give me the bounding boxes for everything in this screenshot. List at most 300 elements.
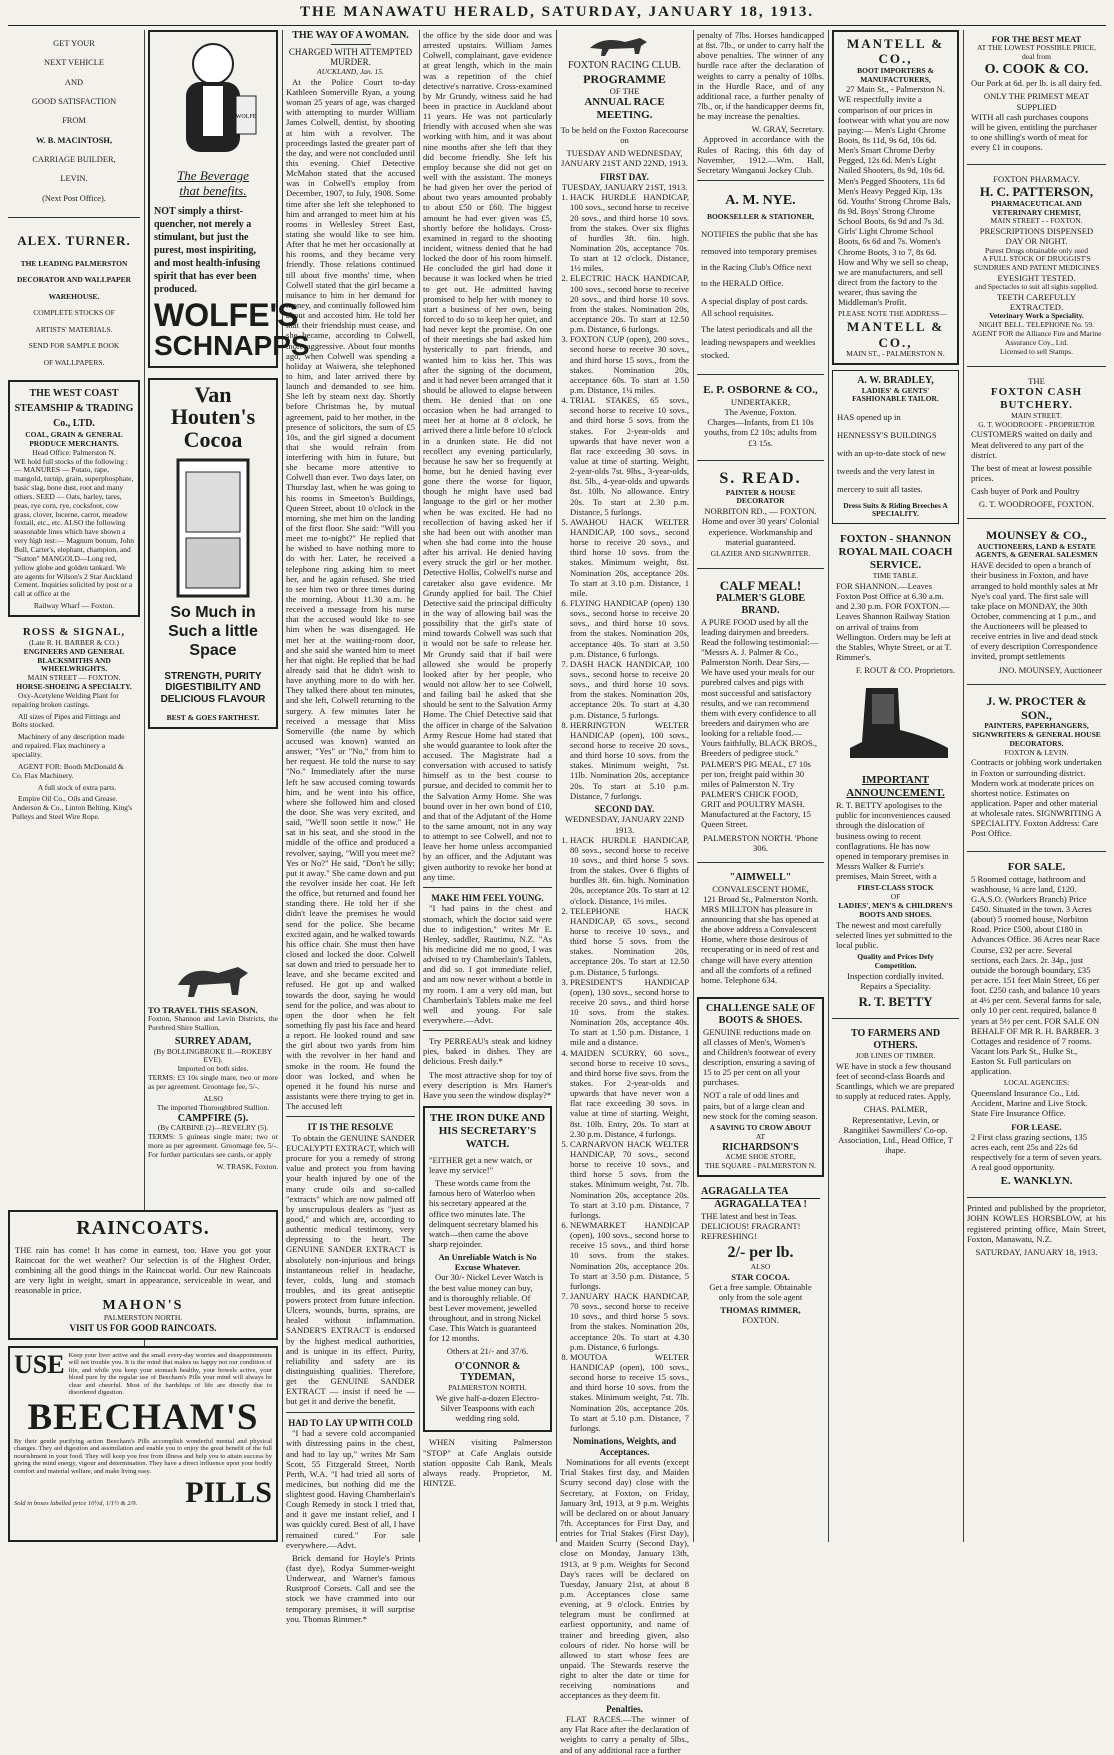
ad-body: Inspection cordially invited. Repairs a Speciality. xyxy=(847,970,944,991)
ad-subtitle: AT THE LOWEST POSSIBLE PRICE, deal from xyxy=(977,43,1096,61)
ad-body: WITH all cash purchases coupons will be given, entitling the purchaser to one shilling's worth of meat for every £1 in coupons. xyxy=(971,111,1098,153)
ad-line: ENGINEERS AND GENERAL BLACKSMITHS AND WHEELWRIGHTS. xyxy=(23,646,125,674)
ad-line: and Spectacles to suit all sights supplied. xyxy=(975,282,1098,292)
race-date: TUESDAY, JANUARY 21ST, 1913. xyxy=(561,182,688,193)
ad-body: A special display of post cards. All school requisites. xyxy=(701,295,808,319)
ad-line: GOOD SATISFACTION xyxy=(31,96,117,106)
race-item: 2. TELEPHONE HACK HANDICAP, 65 sovs., second horse to receive 10 sovs., and third horse 5 sovs. from the stakes. Nomination 20s, acceptance 20s. To start at 12.50 p.m. Distance, 5 furlongs. xyxy=(570,906,689,977)
column-8 xyxy=(967,30,1106,1542)
masthead: THE MANAWATU HERALD, SATURDAY, JANUARY 18, 1913. xyxy=(299,4,815,20)
ad-signature: W. TRASK, Foxton. xyxy=(216,1161,278,1171)
ad-body: By their gentle purifying action Beecham's Pills accomplish wonderful mental and physical changes. They aid digestion and assimilation and enable you to enjoy the great benefit of the full nourishment in your food. They will keep you free from illness and help you to attain success by giving the mind energy, vigour and determination. They have a direct influence upon your bodily comfort and material welfare, and make living easy. xyxy=(14,1438,272,1475)
ad-line: NIGHT BELL. TELEPHONE No. 59. xyxy=(979,320,1094,330)
butchery-ad xyxy=(967,372,1106,514)
ad-brand: R. T. BETTY xyxy=(858,994,933,1010)
ad-body: Our Pork at 6d. per lb. is all dairy fed. xyxy=(971,78,1102,89)
divider xyxy=(331,44,371,45)
ad-line: MAIN STREET — FOXTON. xyxy=(27,673,121,683)
ad-line: Railway Wharf — Foxton. xyxy=(33,601,115,611)
ad-line: LADIES', MEN'S & CHILDREN'S BOOTS AND SHOES. xyxy=(838,900,953,919)
ad-signature: E. WANKLYN. xyxy=(1000,1175,1073,1188)
ad-title: FOR SALE. xyxy=(1007,860,1066,873)
ad-line: MAIN STREET - - FOXTON. xyxy=(990,216,1083,226)
race-date: WEDNESDAY, JANUARY 22ND 1913. xyxy=(564,814,685,835)
ad-brand: WOLFE'S xyxy=(154,296,299,333)
ad-line: LEVIN. xyxy=(60,174,88,184)
race-item: 7. JANUARY HACK HANDICAP, 70 sovs., second horse to receive 10 sovs., and third horse 5 sovs. from the stakes. Nomination 20s, acceptance 20s. To start at 4.30 p.m. Distance, 6 furlongs. xyxy=(570,1291,689,1352)
ad-title: ALEX. TURNER. xyxy=(17,232,131,248)
race-item: 1. HACK HURDLE HANDICAP, 80 sovs., second horse to receive 10 sovs., and third horse 5 sovs. from the stakes. Over 6 flights of hurdles 3ft. 6in. high. Nomination 20s, acceptance 20s. To start at 12 o'clock. Distance, 1½ miles. xyxy=(570,835,689,906)
ad-subtitle: PHARMACEUTICAL AND VETERINARY CHEMIST, xyxy=(991,198,1082,217)
ad-brand: BEECHAM'S xyxy=(27,1397,259,1439)
article-body: To obtain the GENUINE SANDER EUCALYPTI EXTRACT, which will procure for you a remedy of strong value and protect you from having your health injured by one of the many crude oils and so-called "extracts" which are now palmed off by unscrupulous dealers as "just as good," and which are, according to authentic medical testimony, very depressing to the heart. The GENUINE SANDER EXTRACT is absolutely non-injurious and brings instantaneous relief in headache, fever, colds, lung and stomach troubles, and its great antiseptic powers protect from future infection. Ulcers, wounds, burns, sprains, are healed without inflammation. SANDER'S EXTRACT is endorsed by the highest medical authorities, and is unique in its effect. Purity, reliability and safety are its distinguishing qualities. Therefore, get the GENUINE SANDER EXTRACT — insist if need be — but get it and derive the benefit. xyxy=(286,1132,415,1407)
race-item: 5. CARNARVON HACK WELTER HANDICAP, 70 sovs., second horse to receive 10 sovs., and third horse 5 sovs. from the stakes. Minimum weight, 7st. 7lb. Nomination 20s, acceptance 20s. To start at 3.10 p.m. Distance, 7 furlongs. xyxy=(570,1139,689,1220)
ad-body: THE latest and best in Teas. DELICIOUS! FRAGRANT! REFRESHING! xyxy=(701,1210,801,1241)
ad-subtitle: TIME TABLE. xyxy=(872,571,919,581)
ad-body: CUSTOMERS waited on daily and Meat delivered to any part of the district. xyxy=(971,429,1093,460)
ad-body: Cash buyer of Pork and Poultry xyxy=(971,486,1080,497)
ad-line: PRESCRIPTIONS DISPENSED DAY OR NIGHT. xyxy=(979,226,1094,247)
ad-line: Empire Oil Co., Oils and Grease. Anderson & Co., Linton Belting, King's Pulleys and Steel Wire Rope. xyxy=(12,794,133,822)
divider xyxy=(967,164,1106,165)
ad-line: AGENT FOR: Booth McDonald & Co. Flax Machinery. xyxy=(12,761,124,780)
ad-line: Quality and Prices Defy Competition. xyxy=(857,952,934,970)
article-body: "I had pains in the chest and stomach, which the doctor said were due to indigestion," writes Mr E. Henley, saddler, Rautimu, N.Z. "As his medicine did me no good, I was advised to try Chamberlain's Tablets, and did so. I got immediate relief, and am now never without a bottle in my room. I am a very old man, but Chamberlain's Tablets make me feel well and young. For sale everywhere.—Advt. xyxy=(423,903,552,1025)
ad-subtitle: BOOT IMPORTERS & MANUFACTURERS, xyxy=(857,65,934,84)
ad-line: THE xyxy=(1028,375,1045,386)
ad-subtitle: UNDERTAKER, xyxy=(730,396,791,407)
signature: W. GRAY, Secretary. xyxy=(751,124,824,135)
cook-ad xyxy=(967,30,1106,159)
ad-tagline: Such a little Space xyxy=(168,622,258,659)
article-headline: IT IS THE RESOLVE xyxy=(307,1122,394,1133)
ad-line: ARTISTS' MATERIALS. xyxy=(35,324,113,334)
ad-body: NOT a rale of odd lines and pairs, but of a large clean and new stock for the coming season. xyxy=(703,1090,818,1121)
procter-ad xyxy=(967,690,1106,846)
westcoast-ad xyxy=(8,380,140,617)
ad-line: THE LEADING PALMERSTON xyxy=(20,258,128,268)
ad-body: Foxton, Shannon and Levin Districts, the Purebred Shire Stallion, xyxy=(148,1014,278,1032)
ad-line: OF WALLPAPERS. xyxy=(43,357,105,367)
ad-line: FOXTON & LEVIN. xyxy=(1004,747,1069,757)
ad-title: E. P. OSBORNE & CO., xyxy=(703,383,818,396)
ad-line: A full stock of extra parts. xyxy=(37,782,117,792)
article-subhead: OF THE xyxy=(609,85,640,96)
race-item: 8. HERRINGTON WELTER HANDICAP (open), 100 sovs., second horse to receive 20 sovs., and third horse 10 sovs. from the stakes. Minimum weight, 7st. 11lb. Nomination 20s, acceptance 20s. To start at 5.10 p.m. Distance, 7 furlongs. xyxy=(570,720,689,801)
ad-line: Oxy-Acetylene Welding Plant for repairing broken castings. xyxy=(12,690,119,709)
ad-title: ROSS & SIGNAL, xyxy=(22,625,126,638)
race-item: 5. AWAHOU HACK WELTER HANDICAP, 100 sovs., second horse to receive 20 sovs., and third horse 10 sovs. from the stakes. Minimum weight, 8st. Nomination 20s, acceptance 20s. To start at 3.10 p.m. Distance, 1 mile. xyxy=(570,517,689,598)
ad-subtitle: AUCTIONEERS, LAND & ESTATE AGENTS, & GENERAL SALESMEN xyxy=(975,541,1098,560)
race-dates: TUESDAY AND WEDNESDAY, JANUARY 21ST AND 22ND, 1913. xyxy=(560,148,688,169)
horse-illustration xyxy=(168,955,258,1005)
ad-line: ONLY THE PRIMEST MEAT SUPPLIED xyxy=(983,91,1090,112)
beecham-ad xyxy=(8,1346,278,1542)
ad-brand: Van xyxy=(194,381,232,407)
mail-coach-ad xyxy=(832,529,959,679)
divider xyxy=(832,1018,959,1019)
article-body: Approved in accordance with the Rules of Racing, this 6th day of November, 1912.—Wm. Hall, Secretary Wanganui Jockey Club. xyxy=(697,134,824,175)
article-body: FLAT RACES.—The winner of any Flat Race after the declaration of weights to carry a penalty of 5lbs., and of any additional race a further xyxy=(560,1714,689,1755)
article-subhead: Nominations, Weights, and Acceptances. xyxy=(572,1435,677,1457)
ad-body: GENUINE reductions made on all classes of Men's, Women's and Children's footwear of every description, ensuring a saving of 15 to 25 per cent on all your purchases. xyxy=(703,1026,816,1088)
macintosh-ad xyxy=(8,30,140,212)
iron-duke-ad xyxy=(423,1106,552,1432)
ad-body: HAVE decided to open a branch of their business in Foxton, and have arranged to hold monthly sales at Mr Nye's coal yard. The first sale will take place on MONDAY, the 30th October, commencing at 1 p.m., and the Auctioneers will be pleased to receive entries in live and dead stock of every description Correspondence invited, prompt settlements xyxy=(971,560,1098,662)
ad-line: FIRST-CLASS STOCK xyxy=(857,883,934,893)
ad-body: THE rain has come! It has come in earnest, too. Have you got your Raincoat for the wet weather? Our selection is of the Highest Order, combining all the good things in the Raincoat world. Our new Raincoats are very light in weight, smart in appearance, serviceable in wear, and reasonable in price. xyxy=(15,1244,271,1295)
ad-body: WE hold full stocks of the following :— MANURES — Potato, rape, mangold, turnip, grain, superphosphate, basic slag, bone dust, root and many others. SEED — Oats, barley, tares, peas, rye corn, rye, cocksfoot, cow grass, clover, lucerne, carrot, meadow foxtail, etc., etc. ALSO the following seasonable lines which have shown a very high test:— Magnum bonum, John Bull, Carter's, elephant, champion, and "Sutton" MANGOLD—Long red, yellow globe and golden tankard. We are agents for Wilson's 2 Star Auckland Cement. Inquiries solicited by post or a call at office at the xyxy=(14,456,134,599)
divider xyxy=(286,1412,415,1413)
boot-illustration xyxy=(836,684,956,766)
article-subhead: FIRST DAY. xyxy=(600,171,649,182)
ad-body: Charges—Infants, from £1 10s youths, from £2 10s; adults from £3 15s. xyxy=(704,417,817,448)
column-divider xyxy=(556,30,557,1542)
ad-body: R. T. BETTY apologises to the public for inconveniences caused through the dislocation of business owing to recent conflagrations. He has now opened in temporary premises in Messrs Walker & Furrie's premises, Main Street, with a xyxy=(836,800,951,882)
column-divider xyxy=(963,30,964,1542)
ad-line: CARRIAGE BUILDER, xyxy=(32,154,116,164)
ad-line: 121 Broad St., Palmerston North. xyxy=(703,893,818,904)
ad-line: ACME SHOE STORE, xyxy=(725,1152,796,1162)
ad-brand: O. COOK & CO. xyxy=(984,61,1089,77)
ad-body: A PURE FOOD used by all the leading dairymen and breeders. Read the following testimonial:— "Messrs A. J. Palmer & Co., Palmerston North. Dear Sirs,—We have used your meals for our purebred calves and pigs with most successful and satisfactory results, and we can recommend them with every confidence to all breeders and dairymen who are looking for a reliable food.—Yours faithfully, BLACK BROS., Breeders of pedigree stock." PALMER'S PIG MEAL, £7 10s per ton, freight paid within 30 miles of Palmerston N. Try PALMER'S CHICK FOOD, GRIT and POULTRY MASH. Manufactured at the Factory, 15 Queen Street. xyxy=(701,616,819,830)
ad-caption: that benefits. xyxy=(179,183,247,199)
ad-title: "AIMWELL" xyxy=(729,871,792,883)
ad-signature: JNO. MOUNSEY, Auctioneer xyxy=(998,664,1102,675)
article-headline: PROGRAMME xyxy=(583,71,666,86)
column-3 xyxy=(286,30,416,1624)
article-headline: ANNUAL RACE MEETING. xyxy=(584,96,665,122)
ad-body: HAS opened up in HENNESSY'S BUILDINGS with an up-to-date stock of new tweeds and the very latest in mercery to suit all tastes. xyxy=(837,412,947,495)
divider xyxy=(967,1197,1106,1198)
ad-line: A FULL STOCK OF DRUGGIST'S SUNDRIES AND PATENT MEDICINES xyxy=(973,254,1100,273)
column-divider xyxy=(693,30,694,1542)
ad-line: DECORATOR AND WALLPAPER xyxy=(16,275,132,285)
wolfe-ad xyxy=(148,30,310,368)
ad-line: GLAZIER AND SIGNWRITER. xyxy=(710,548,811,558)
ad-line: VISIT US FOR GOOD RAINCOATS. xyxy=(69,1323,217,1334)
ad-line: AT xyxy=(755,1131,766,1141)
ad-subtitle: COAL, GRAIN & GENERAL PRODUCE MERCHANTS. xyxy=(25,430,123,448)
ad-subtitle: JOB LINES OF TIMBER. xyxy=(855,1050,936,1060)
ad-line: NORBITON RD., — FOXTON. xyxy=(704,506,817,517)
ad-subtitle: LOCAL AGENCIES: xyxy=(1003,1078,1070,1088)
ad-line: FOXTON. xyxy=(742,1315,779,1326)
raincoats-ad xyxy=(8,1210,278,1340)
ad-tagline: BEST & GOES FARTHEST. xyxy=(166,712,260,722)
ad-body: TERMS: £3 10s single mare, two or more as per agreement. Groomage fee, 5/-. xyxy=(148,1073,278,1091)
ad-line: Dress Suits & Riding Breeches A SPECIALITY. xyxy=(843,500,948,519)
article-body: Nominations for all events (except Trial Stakes first day, and Maiden Scurry second day) close with the Secretary, at Foxton, on Friday, January 3rd, 1913, at 9 p.m. Weights will be declared on or about January 7th. Acceptances for First Day, and entries for Trial Stakes (First Day), and Maiden Scurry (Second Day), close on Monday, January 13th, 1913, at 9 p.m. Weights for Second Day's races will be declared on Tuesday, January 21st, at about 8 p.m. Acceptances close same evening, at 9 o'clock. Entries by telegram must be confirmed at earliest opportunity, and name of trainer and breeding given, also colours of rider. No horse will be allowed to start whose fees are unpaid. The Stewards reserve the right to alter the date or time for receiving nominations and acceptances as they deem fit. xyxy=(560,1457,689,1701)
ad-brand: SCHNAPPS xyxy=(154,329,310,361)
column-7 xyxy=(832,30,959,1542)
van-houten-ad xyxy=(148,378,278,729)
osborne-ad xyxy=(697,380,824,455)
ad-body: TERMS: 5 guineas single mare; two or more as per agreement. Groomage fee, 5/-. For further particulars see cards, or apply xyxy=(148,1132,278,1159)
for-sale-ad xyxy=(967,857,1106,1193)
ad-line: Machinery of any description made and repaired. Flax machinery a speciality. xyxy=(12,732,125,760)
ad-brand: Houten's xyxy=(170,403,256,429)
article-subhead: Penalties. xyxy=(606,1703,643,1714)
article-headline: MAKE HIM FEEL YOUNG. xyxy=(431,892,544,903)
ad-body: Contracts or jobbing work undertaken in Foxton or surrounding district. Modern work at moderate prices on shortest notice. Estimates on application. Paper and other material at wholesale rates. SIGNWRITING A SPECIALITY. Foxton Address: Care Post Office. xyxy=(971,757,1102,839)
ad-line: W. B. MACINTOSH, xyxy=(35,135,113,145)
ad-line: PALMERSTON NORTH. xyxy=(448,1383,527,1393)
ad-line: PALMERSTON NORTH. 'Phone 306. xyxy=(703,832,818,853)
ad-body: These words came from the famous hero of Waterloo when his secretary appeared at the office two minutes late. The delinquent secretary blamed his watch—then came the above sharp rejoinder. xyxy=(429,1178,539,1249)
ad-title: AGRAGALLA TEA xyxy=(701,1186,820,1199)
calf-meal-ad xyxy=(697,574,824,857)
ad-title: CALF MEAL! xyxy=(719,577,802,593)
ad-title: THE WEST COAST STEAMSHIP & TRADING Co., LTD. xyxy=(14,388,134,430)
racehorse-illustration xyxy=(585,32,665,58)
ad-body: Queensland Insurance Co., Ltd. Accident, Marine and Live Stock. State Fire Insurance Office. xyxy=(971,1088,1088,1119)
svg-text:WOLFE: WOLFE xyxy=(235,114,257,120)
betty-ad xyxy=(832,770,959,1013)
ad-title: AGRAGALLA TEA ! xyxy=(714,1198,807,1210)
ad-subtitle: An Unreliable Watch is No Excuse Whatever. xyxy=(438,1252,537,1273)
column-divider xyxy=(419,30,420,1542)
ad-title: A. M. NYE. xyxy=(725,192,796,208)
divider xyxy=(697,374,824,375)
race-item: 2. ELECTRIC HACK HANDICAP, 100 sovs., second horse to receive 20 sovs., and third horse 10 sovs. from the stakes. Nomination 20s, acceptance 20s. To start at 12.50 p.m. Distance, 6 furlongs. xyxy=(570,273,689,334)
ad-title: FOR LEASE. xyxy=(1011,1121,1062,1132)
ad-line: Licensed to sell Stamps. xyxy=(1000,346,1073,356)
divider xyxy=(697,568,824,569)
ad-title: A. W. BRADLEY, xyxy=(857,374,934,386)
ad-title: CAMPFIRE (5). xyxy=(177,1112,249,1124)
column-divider xyxy=(282,30,283,1542)
article-dateline: AUCKLAND, Jan. 15. xyxy=(317,67,384,77)
ad-body: Our 30/- Nickel Lever Watch is the best value money can buy, and is thoroughly reliable. Of best Lever movement, jewelled throughout, and in strong Nickel Case. This Watch is guaranteed for 12 months. xyxy=(429,1272,544,1344)
day2-races xyxy=(560,835,689,1433)
ad-line: Head Office: Palmerston N. xyxy=(32,447,116,457)
nye-ad xyxy=(697,186,824,369)
masthead-rule xyxy=(8,25,1106,26)
ross-ad xyxy=(8,622,140,829)
ad-line: OF xyxy=(890,892,901,902)
ad-line: NEXT VEHICLE xyxy=(44,58,104,68)
day1-races xyxy=(560,192,689,800)
ad-title: FOXTON - SHANNON ROYAL MAIL COACH SERVICE. xyxy=(838,533,953,572)
ad-subtitle: CONVALESCENT HOME, xyxy=(712,883,809,894)
divider xyxy=(967,518,1106,519)
ad-body: FOR SHANNON.—Leaves Foxton Post Office at 6.30 a.m. and 2.30 p.m. FOR FOXTON.—Leaves Shannon Railway Station on arrival of trains from Wellington. Orders may be left at the Stables, Whyte Street, or at T. Rimmer's. xyxy=(836,580,952,662)
ad-body: Home and over 30 years' Colonial experience. Workmanship and material guaranteed. xyxy=(701,516,820,547)
imprint-date: SATURDAY, JANUARY 18, 1913. xyxy=(975,1246,1098,1257)
pharmacy-ad xyxy=(967,170,1106,360)
ad-subtitle: BOOKSELLER & STATIONER, xyxy=(706,211,815,221)
ad-title: THE IRON DUKE AND HIS SECRETARY'S WATCH. xyxy=(429,1111,546,1150)
ad-line: The Avenue, Foxton. xyxy=(724,407,797,418)
ad-body: 2 First class grazing sections, 135 acres each, rent 25s and 22s 6d respectively for a term of seven years. A real good opportunity. xyxy=(971,1131,1102,1173)
ad-title: IMPORTANT ANNOUNCEMENT. xyxy=(846,774,945,800)
race-item: 3. PRESIDENT'S HANDICAP (open), 130 sovs., second horse to receive 20 sovs., and third horse 10 sovs. from the stakes. Nomination 20s, acceptance 40s. To start at 1.50 p.m. Distance, 1 mile and a distance. xyxy=(570,977,689,1048)
ad-title: RAINCOATS. xyxy=(76,1217,210,1239)
ad-title: SURREY ADAM, xyxy=(174,1035,252,1047)
ad-line: All sizes of Pipes and Fittings and Bolts stocked. xyxy=(12,711,121,730)
ad-line: Imported on both sides. xyxy=(177,1064,249,1074)
bradley-ad xyxy=(832,370,959,524)
divider xyxy=(8,217,140,218)
race-item: 1. HACK HURDLE HANDICAP, 100 sovs., second horse to receive 20 sovs., and third horse 10 sovs. from the stakes. Over six flights of hurdles 3ft. 6in. high. Nomination 20s, acceptance 70s. To start at 12 o'clock. Distance, 1½ miles. xyxy=(570,192,689,273)
ad-signature: F. ROUT & CO. Proprietors. xyxy=(855,665,955,676)
race-item: 6. FLYING HANDICAP (open) 130 sovs., second horse to receive 20 sovs., and third horse 10 sovs. from the stakes. Nomination 20s, acceptance 40s. To start at 3.50 p.m. Distance, 6 furlongs. xyxy=(570,598,689,659)
ad-tagline: STRENGTH, PURITY DIGESTIBILITY AND DELICIOUS FLAVOUR xyxy=(160,670,266,706)
ad-line: Purest Drugs obtainable only used xyxy=(985,245,1088,255)
article-subhead: SECOND DAY. xyxy=(594,803,655,814)
ad-line: 27 Main St., - Palmerston N. xyxy=(846,84,945,95)
article-headline: THE WAY OF A WOMAN. xyxy=(292,30,409,41)
divider xyxy=(423,1030,552,1031)
divider xyxy=(697,862,824,863)
ad-title: MANTELL & CO., xyxy=(846,319,945,350)
ad-line: (By BOLLINGBROKE II.—ROKEBY EVE). xyxy=(153,1046,273,1065)
ad-line: GET YOUR xyxy=(53,39,95,48)
waiter-illustration xyxy=(158,36,268,166)
article-body: "I had a severe cold accompanied with distressing pains in the chest, and had to lay up," writes Mr Sam Scott, 55 Fitzgerald Street, North Perth, W.A. "I had tried all sorts of medicines, but nothing did me the slightest good. Having Chamberlain's Cough Remedy in stock I tried that, and it gave me instant relief, and I was quickly cured. Best of all, I have remained cured." For sale everywhere.—Advt. xyxy=(286,1428,416,1550)
ad-title: TO TRAVEL THIS SEASON. xyxy=(148,1005,258,1015)
divider xyxy=(697,180,824,181)
race-item: 8. MOUTOA WELTER HANDICAP (open), 100 sovs., second horse to receive 15 sovs., and third horse 10 sovs. from the stakes. Minimum weight, 7st. 7lb. Nomination 20s, acceptance 20s. To start at 5.10 p.m. Distance, 7 furlongs. xyxy=(570,1352,689,1433)
article-body: penalty of 7lbs. Horses handicapped at 8st. 7lb., or under to carry half the above penalties. The winner of any hurdle race after the declaration of weights to carry a penalty of 10lbs. in the Hurdle Race, and of any additional race, a further penalty of 7lb., or, if the handicapper deems fit, he may increase the penalties. xyxy=(697,30,824,122)
ad-line: PALMERSTON NORTH. xyxy=(103,1313,183,1323)
race-item: 6. NEWMARKET HANDICAP (open), 100 sovs., second horse to receive 15 sovs., and third horse 10 sovs. from the stakes. Nomination 20s, acceptance 20s. To start at 3.50 p.m. Distance, 5 furlongs. xyxy=(570,1220,689,1291)
article-body: Brick demand for Hoyle's Prints (fast dye), Rodya Summer-weight Underwear, and Warner's famous Rustproof Corsets. Call and see the stock we have crammed into our temporary premises, it will surprise you. Thomas Rimmer.* xyxy=(286,1552,415,1624)
ad-body: The best of meat at lowest possible prices. xyxy=(971,462,1092,483)
article-body: WHEN visiting Palmerston "STOP" at Cafe Anglais outside station opposite Cab Rank, Meals always ready. Proprietor, M. HINTZE. xyxy=(423,1437,552,1488)
timber-ad xyxy=(832,1024,959,1162)
ad-body: WE have in stock a few thousand feet of second-class Boards and Scantlings, which we are prepared to supply at reduced rates. Apply, xyxy=(836,1060,955,1102)
ad-brand: PILLS xyxy=(185,1475,272,1509)
race-item: 4. MAIDEN SCURRY, 60 sovs., second horse to receive 10 sovs., and third horse five sovs. from the stakes. For 2-year-olds and upwards that have never won a flat race exceeding 30 sovs. in value at time of starting. Weight, 8st. 10lb. Entry, 20s. To start at 2.30 p.m. Distance, 4 furlongs. xyxy=(570,1048,689,1139)
ad-line: HORSE-SHOEING A SPECIALTY. xyxy=(16,682,132,692)
ad-brand: USE xyxy=(14,1350,65,1379)
column-5 xyxy=(560,30,689,1755)
column-6 xyxy=(697,30,824,1542)
imprint: Printed and published by the proprietor, JOHN KOWLES HORSBLOW, at his registered printing office, Main Street, Foxton, Manawatu, N.Z. xyxy=(967,1203,1106,1244)
article-body: the office by the side door and was arrested upstairs. William James Colwell, complainant, gave evidence at great length, which in the main was a repetition of the chief detective's narrative. Cross-examined by Mr Grundy, witness said he had been in practice in Auckland about 11 years. He was not particularly friendly with accused when she was working with him, and it was about nine months after she left that they did become friendly. She left his employ because she did not get on well with the assistant. The moneys he had given her over the period of about two years amounted probably to about £50 or £60. The biggest amount he had ever given was £5, shortly before the holidays. Cross-examined in regard to the shooting incident, witness denied that he had locked the door of his room himself. He concluded the girl had done it because it was locked when he tried to get out. He admitted having promised to help her with money to start a business of her own, being forced to do so to keep her quiet, and had never kept the promise. On one of their meetings she had asked him hysterically to part friends, and wanted him to kiss her. This was after the signing of the document, and it had never been arranged that it should be allowed to elapse between them. He denied that on one occasion when he had arranged to meet her at home at 8 o'clock, he arrived there a little before 10 o'clock in a drunken state. He did not recollect any evening particularly, because he saw her so frequently at home, but he denied having ever gone there the worse for liquor, though he might have used bad language to the girl or her mother when he was excited. He had no recollection of having asked her if she had been out with another man when she had come into the house after his arrival. He denied having every struck the girl or her mother. Detective Hollis, Colwell's nurse and caretaker also gave evidence. Mr Grundy applied for bail. The Chief Detective said the principal difficulty in the way of allowing bail was the possibility that the girl's state of mind towards Colwell was such that it would not be safe to release her. Mr Grundy said that if bail were allowed she would be properly looked after by her people, who would not allow her to see Colwell, and failing bail he asked that she should be sent to the Salvation Army Home. The Chief Detective said that the officer in charge of the Salvation Army Rescue Home had stated that she would guarantee to look after the accused. The Magistrate had a conversation with accused to satisfy himself as to the best course to pursue, and decided to commit her to the Salvation Army Home. She was bound over in her own bond of £10, and that of the Adjutant of the Home to the same amount, not in any way to attempt to see Colwell, and not to leave her home unless accompanied by an officer, and the Adjutant was given authority to revoke her bond at any time. xyxy=(423,30,552,882)
race-item: 3. FOXTON CUP (open), 200 sovs., second horse to receive 30 sovs., and third horse 15 sovs., from the stakes. Nomination 20s, acceptance 60s. To start at 1.50 p.m. Distance, 1¼ miles. xyxy=(570,334,689,395)
read-ad xyxy=(697,466,824,563)
ad-line: MAIN ST., - PALMERSTON N. xyxy=(846,348,945,358)
ad-line: ALSO xyxy=(750,1261,771,1271)
ad-brand: O'CONNOR & TYDEMAN, xyxy=(454,1360,521,1384)
ad-body: Representative, Levin, or Rangitikei Sawmillers' Co-op. Association, Ltd., Head Office, T ihape. xyxy=(838,1114,953,1155)
ad-title: CHALLENGE SALE OF BOOTS & SHOES. xyxy=(706,1002,815,1026)
ad-price: 2/- per lb. xyxy=(727,1244,794,1262)
ad-line: AND xyxy=(64,77,84,87)
ad-brand: MAHON'S xyxy=(102,1297,184,1313)
ad-line: Veterinary Work a Speciality. xyxy=(989,311,1084,321)
ad-body: The latest periodicals and all the leading newspapers and weeklies stocked. xyxy=(701,324,816,361)
divider xyxy=(967,684,1106,685)
ad-line: EYESIGHT TESTED. xyxy=(997,273,1076,284)
divider xyxy=(423,887,552,888)
column-divider xyxy=(828,30,829,1542)
turner-ad xyxy=(8,223,140,375)
article-body: To be held on the Foxton Racecourse on xyxy=(560,125,689,146)
article-body: At the Police Court to-day Kathleen Somerville Ryan, a young woman 25 years of age, was charged with attempting to murder William James Colwell, dentist, by shooting at him with a revolver. The proceedings lasted the greater part of the day, and were not concluded until this evening. Chief Detective McMahon stated that the accused was in Colwell's employ from December, 1907, to July, 1908. Some time after she left she telephoned to him and arranged to meet him at his rooms in Wellesley Street East, stating she would like to see him. After that he met her occasionally at his rooms, and they became very friendly. Those relations continued till about five months' time, when Colwell stated that the girl became a nuisance to him in her demand for money, and continually followed him about and accosted him. He told her that their friendship must cease, and she became, according to Colwell, more aggressive. About four months ago, when Colwell was spending a holiday at Waiwera, she telephoned to him, and later arrived there by launch and demanded to see him. She left by steam next day. Shortly before Christmas he, by mutual agreement, paid to her mother, in the presence of solicitors, the sum of £5 10s, and the girl signed a document that she would refrain from interfering with him in future, but she became more attentive to Colwell than ever. Two days later, on Thursday last, when he was going to his rooms in Smeeton's Buildings, Queen Street, about 10 o'clock in the morning, she met him on the landing of the first floor. She said: "Will you meet me to-night?" He replied that he wished to have nothing more to do with her. Later, he received a telephone ring asking him to meet her, and he again refused. She tried to see him two or three times during the morning. About 11.30 a.m. he received a message from his nurse that the accused would like to see him when he was disengaged. He met her at the waiting-room door, and she said she wanted him to meet her that night. He replied that he had already said that he didn't wish to have anything more to do with her. They talked there about ten minutes, and she left, Colwell returning to the surgery. A few minutes later he received a message that Miss Somerville (the name by which accused was known) wanted an answer, "Yes" or "No," from him to her request. He told the nurse to say "No." Immediately after the nurse left he saw accused coming towards him, and he went into his office, where she followed him and closed the door. She was very excited, and said, "We'll soon settle it now." He sat in his seat, and she stood in the middle of the office and produced a revolver, saying, "Will you meet me? Yes or No?" He said, "Don't be silly; put it away." She came down and put the revolver inside her coat. He left the office, but returned and found her standing there. He told her if she didn't leave the premises he would send for the police. She became excited again, and he walked towards his office chair. She must then have closed and locked the door. Colwell sat down and tried to persuade her to leave, and she became excited and refused. He got up and walked towards the door, saying he would send for the police, and was about to open the door when he felt something fly past his face and heard a report. He looked round and saw the girl about two yards from him with the revolver in her hand and smoke in the room. He found the door was locked, and when he opened it he found his nurse and assistants were there trying to get in. The accused left xyxy=(286,76,415,1112)
ad-body: Get a free sample. Obtainable only from the sole agent xyxy=(709,1281,812,1303)
ad-caption: The Beverage xyxy=(177,168,249,184)
ad-body: The newest and most carefully selected lines yet submitted to the local public. xyxy=(836,919,953,950)
ad-line: (By CARBINE (2)—REVELRY (5). xyxy=(157,1123,269,1133)
ad-title: FOXTON PHARMACY. xyxy=(993,174,1080,185)
ad-line: THE SQUARE - PALMERSTON N. xyxy=(704,1161,817,1171)
ad-brand: H. C. PATTERSON, xyxy=(979,184,1094,200)
article-subhead: CHARGED WITH ATTEMPTED MURDER. xyxy=(288,46,413,68)
ad-tagline: So Much in xyxy=(170,603,256,621)
ad-line: WAREHOUSE. xyxy=(48,291,100,301)
ad-subtitle: (Late R. H. BARBER & CO.) xyxy=(29,637,119,647)
aimwell-ad xyxy=(697,868,824,992)
agragalla-tea-ad xyxy=(697,1182,824,1329)
ad-line: G. T. WOODROOFE - PROPRIETOR xyxy=(978,419,1095,429)
ad-line: (Next Post Office). xyxy=(42,193,106,203)
ad-line: PLEASE NOTE THE ADDRESS— xyxy=(838,309,947,319)
ad-line: TEETH CAREFULLY EXTRACTED. xyxy=(996,292,1077,313)
ad-subtitle: LADIES' & GENTS' FASHIONABLE TAILOR. xyxy=(852,385,939,404)
ad-body: NOTIFIES the public that she has removed into temporary premises in the Racing Club's Office next to the HERALD Office. xyxy=(701,229,818,289)
ad-line: SEND FOR SAMPLE BOOK xyxy=(28,341,120,351)
cocoa-tin-illustration xyxy=(168,452,258,602)
ad-title: FOR THE BEST MEAT xyxy=(991,34,1082,44)
divider xyxy=(697,460,824,461)
ad-subtitle: PAINTERS, PAPERHANGERS, SIGNWRITERS & GENERAL HOUSE DECORATORS. xyxy=(972,721,1101,748)
ad-line: AGENT FOR the Alliance Fire and Marine Assurance Coy., Ltd. xyxy=(971,329,1102,347)
article-body: The most attractive shop for toy of every description is Mrs Hamer's Have you seen the window display?* xyxy=(423,1069,552,1100)
ad-title: J. W. PROCTER & SON., xyxy=(986,693,1087,722)
ad-signature: G. T. WOODROOFE, FOXTON. xyxy=(978,499,1095,510)
ad-body: We give half-a-dozen Electro-Silver Teaspoons with each wedding ring sold. xyxy=(435,1392,540,1424)
ad-title: MOUNSEY & CO., xyxy=(986,528,1087,543)
ad-title: MANTELL & CO., xyxy=(846,36,945,67)
divider xyxy=(967,851,1106,852)
ad-line: Sold in boxes labelled price 10½d, 1/1½ & 2/9. xyxy=(14,1500,138,1508)
ad-brand: RICHARDSON'S xyxy=(722,1141,799,1153)
ad-body: WE respectfully invite a comparison of our prices in footwear with what you are now paying:— Men's Light Chrome Boots, 8s 11d, 9s 6d, 10s 6d. Men's Smart Chrome Derby Pegged, 12s 6d. Men's Light Nailed Shooters, 8s 9d, 10s 6d. Men's Pegged Shooters, 11s 6d Men's Heavy Pegged Kip, 13s 6d. Youths' Strong Chrome Bals, 8s 9d. Boys' Strong Chrome School Boots, 6s 9d and 7s 3d. Girls' Light Chrome School Boots, 6s 6d and 7s. Women's Chrome Boots, 3 to 7, 8s 6d. How and Why we sell so cheap, we are manufacturers, and sell direct from the factory to the wearer, thus saving the Middleman's Profit. xyxy=(838,94,951,308)
ad-title: FOXTON CASH BUTCHERY. xyxy=(990,385,1083,411)
ad-brand: Cocoa xyxy=(183,426,243,452)
ad-body: MRS MILLTON has pleasure in announcing that she has opened at the above address a Convalescent Home, where those desirous of recuperating or in need of rest and change will have every attention and all the comforts of a refined home. Telephone 634. xyxy=(701,903,819,985)
ad-line: The imported Thoroughbred Stallion. xyxy=(156,1102,270,1112)
article-body: Try PERREAU's steak and kidney pies, baked in dishes. They are delicious. Fresh daily.* xyxy=(423,1036,552,1067)
ad-signature: CHAS. PALMER, xyxy=(863,1104,928,1115)
ad-brand: THOMAS RIMMER, xyxy=(720,1305,801,1316)
ad-line: ALSO xyxy=(203,1093,223,1103)
ad-title: S. READ. xyxy=(719,469,802,487)
column-4 xyxy=(423,30,552,1542)
race-club: FOXTON RACING CLUB. xyxy=(568,60,681,71)
ad-line: MAIN STREET. xyxy=(1011,410,1062,420)
ad-body: Keep your liver active and the small every-day worries and disappointments will not trouble you. It is the mind that makes us happy not our condition of life, and while you keep your stomach healthy, your bowels active, your blood pure by the regular use of Beecham's Pills your mind will always be clear and cheerful. Most of the hardships of life are directly due to disordered digestion. xyxy=(68,1352,272,1396)
ad-subtitle: PALMER'S GLOBE BRAND. xyxy=(716,592,805,616)
ad-body: NOT simply a thirst-quencher, not merely a stimulant, but just the purest, most inspiriting, and most health-infusing spirit that has ever been produced. xyxy=(154,205,261,295)
challenge-sale-ad xyxy=(697,997,824,1177)
divider xyxy=(286,1116,415,1117)
ad-line: FROM xyxy=(62,116,86,126)
ad-title: TO FARMERS AND OTHERS. xyxy=(850,1028,941,1052)
ad-body: 5 Roomed cottage, bathroom and washhouse, ¼ acre land, £120. G.A.S.O. (Workers Branch) Price £450. Situated in the town. 3 Acres (about) 5 roomed house, Norbiton Road. Price £500, about £180 in Advances Office. 36 Acres near Race Course, £32 per acre. Several sections, each 2acs. 2r. 34p., just outside the borough boundary, £35 per acre. 151 feet Main Street, £6 per foot. £250 cash, and balance 10 years at 4½ per cent. Several farms for sale, only 10 per cent. required, balance 8 years at 5½ per cent. FOR SALE ON BEHALF OF MR R. H. BARBER. 3 Cottages and residence of 7 rooms. Vacant lots Park St., Hulke St., Easton St. Full particulars on application. xyxy=(971,873,1102,1077)
race-item: 4. TRIAL STAKES, 65 sovs., second horse to receive 10 sovs., and third horse 5 sovs. from the stakes. For 2-year-olds and upwards that have never won a flat race exceeding 30 sovs. in value at time of starting. Weight, 2-year-olds 7st. 9lbs., 3-year-olds, 8st. 5lb., 4-year-olds and upwards 8st. 10lb. No allowance. Entry 20s. To start at 2.30 p.m. Distance, 5 furlongs. xyxy=(570,395,689,517)
divider xyxy=(967,366,1106,367)
race-item: 7. DASH HACK HANDICAP, 100 sovs., second horse to receive 20 sovs., and third horse 10 sovs. from the stakes. Nomination 20s, acceptance 20s. To start at 4.30 p.m. Distance, 5 furlongs. xyxy=(570,659,689,720)
ad-body: "EITHER get a new watch, or leave my service!" xyxy=(429,1154,533,1175)
mantell-ad xyxy=(832,30,959,365)
stallion-ad xyxy=(148,955,278,1205)
ad-line: COMPLETE STOCKS OF xyxy=(33,308,115,318)
